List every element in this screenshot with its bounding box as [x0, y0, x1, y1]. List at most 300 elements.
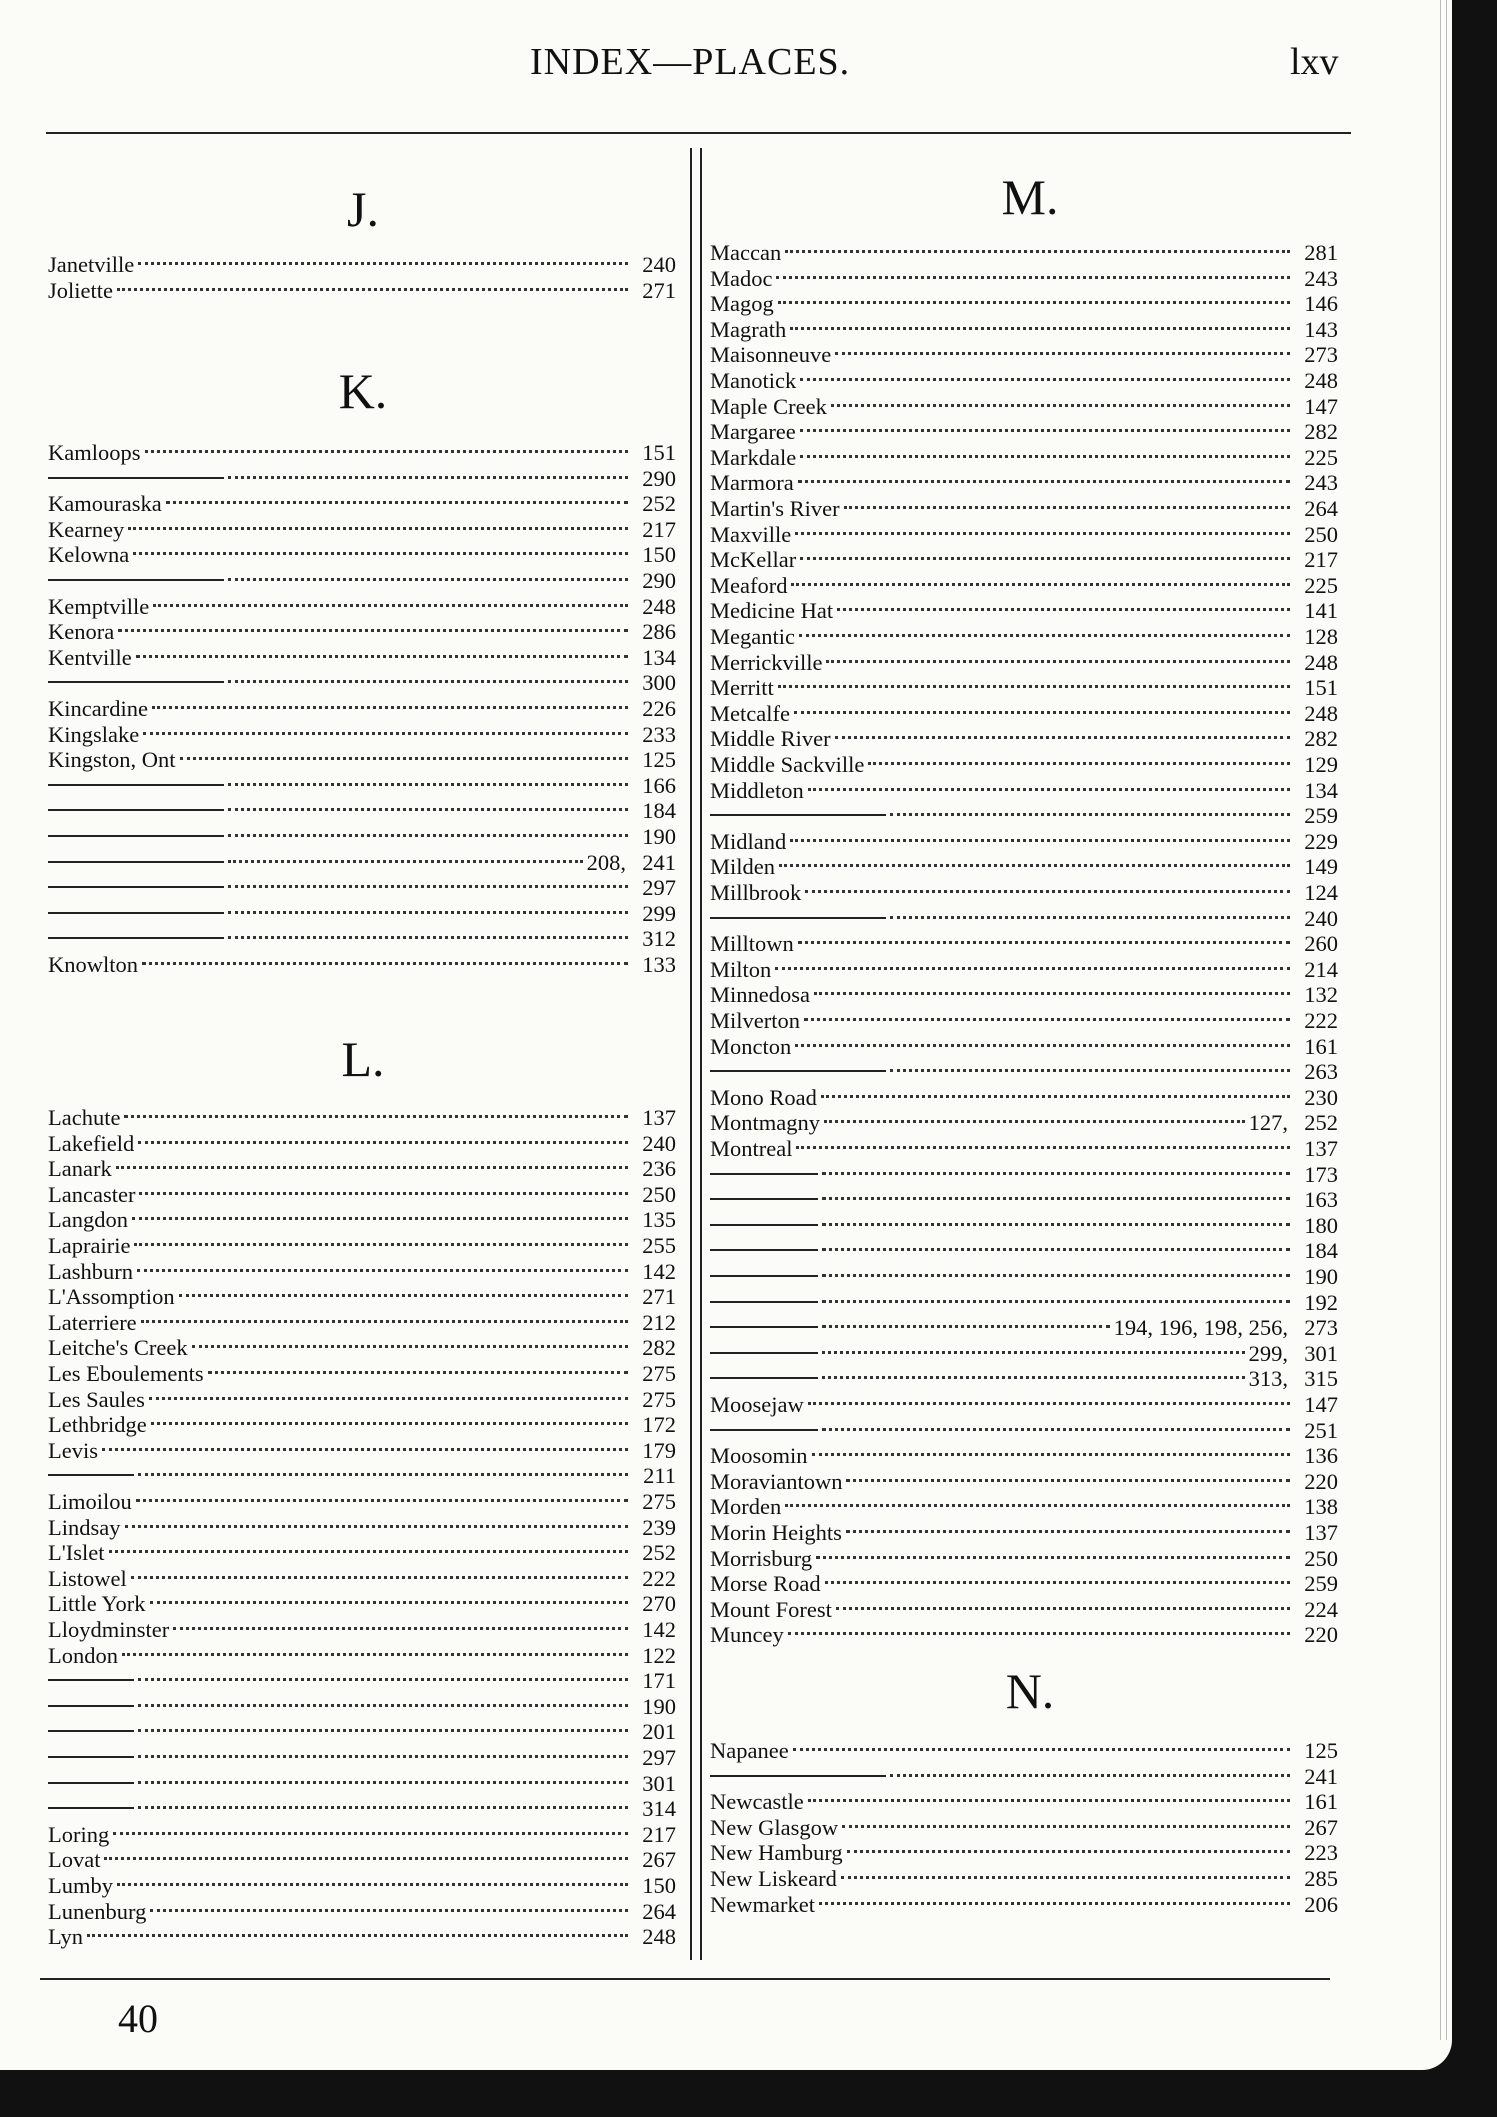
- index-entry: [710, 1418, 1338, 1444]
- index-entry: [710, 240, 1338, 266]
- entry-place-name: Middle River: [710, 726, 831, 752]
- dot-leader: [778, 301, 1290, 304]
- dot-leader: [228, 885, 628, 888]
- index-entry: [710, 1738, 1338, 1764]
- dot-leader: [800, 429, 1290, 432]
- dot-leader: [228, 860, 583, 863]
- entry-page-number: 184: [1304, 1238, 1338, 1264]
- dot-leader: [835, 352, 1290, 355]
- entry-page-number: 149: [1304, 854, 1338, 880]
- ditto-dash: [48, 1705, 134, 1707]
- dot-leader: [228, 578, 628, 581]
- entry-page-number: 138: [1304, 1494, 1338, 1520]
- dot-leader: [819, 1902, 1290, 1905]
- entry-place-name: New Liskeard: [710, 1866, 837, 1891]
- entry-place-name: Millbrook: [710, 880, 802, 905]
- index-entry: [710, 1290, 1338, 1316]
- dot-leader: [138, 1678, 628, 1681]
- entry-page-number: 271: [642, 277, 676, 303]
- dot-leader: [798, 480, 1290, 483]
- entry-place-name: Janetville: [48, 252, 135, 277]
- index-entry: [48, 1310, 676, 1336]
- entry-page-number: 282: [1304, 726, 1338, 752]
- ditto-dash: [48, 912, 224, 914]
- dot-leader: [825, 1581, 1290, 1584]
- index-entry: [48, 278, 676, 304]
- index-entry: [710, 1764, 1338, 1790]
- dot-leader: [785, 250, 1290, 253]
- entry-page-number: 282: [642, 1335, 676, 1361]
- index-entry: [710, 522, 1338, 548]
- ditto-dash: [48, 1474, 134, 1476]
- entry-page-number: 147: [1304, 393, 1338, 419]
- ditto-dash: [48, 835, 224, 837]
- entry-place-name: Minnedosa: [710, 982, 810, 1008]
- dot-leader: [153, 604, 628, 607]
- entry-page-number: 150: [642, 542, 676, 568]
- dot-leader: [142, 962, 628, 965]
- section-letter: K.: [338, 363, 388, 419]
- entry-page-number: 135: [642, 1207, 676, 1233]
- entry-page-number: 220: [1304, 1468, 1338, 1494]
- entry-place-name: New Hamburg: [710, 1840, 843, 1866]
- entry-place-name: Listowel: [48, 1565, 127, 1591]
- index-entry: [48, 252, 676, 278]
- entry-page-number: 161: [1304, 1033, 1338, 1059]
- dot-leader: [846, 1479, 1290, 1482]
- entry-page-number: 214: [1304, 956, 1338, 982]
- entry-place-name: Les Saules: [48, 1386, 145, 1412]
- dot-leader: [145, 450, 629, 453]
- index-entry: [710, 470, 1338, 496]
- dot-leader: [166, 501, 628, 504]
- dot-leader: [117, 288, 628, 291]
- dot-leader: [822, 1325, 1110, 1328]
- entry-place-name: L'Assomption: [48, 1284, 175, 1310]
- ditto-dash: [48, 579, 224, 581]
- ditto-dash: [710, 1198, 818, 1200]
- index-entry: [48, 901, 676, 927]
- index-entry: [48, 1131, 676, 1157]
- entry-page-number: 286: [642, 619, 676, 645]
- entry-page-number: 314: [642, 1796, 676, 1822]
- index-entry: [710, 1443, 1338, 1469]
- dot-leader: [790, 839, 1290, 842]
- entry-page-number: 236: [642, 1156, 676, 1182]
- entry-place-name: Kincardine: [48, 696, 148, 721]
- dot-leader: [228, 834, 628, 837]
- entry-place-name: Middleton: [710, 777, 804, 803]
- index-entry: [710, 957, 1338, 983]
- index-entry: [710, 1238, 1338, 1264]
- index-entry: [48, 1156, 676, 1182]
- entry-place-name: Kentville: [48, 644, 132, 670]
- index-entry: [710, 598, 1338, 624]
- entry-page-number: 282: [1304, 419, 1338, 445]
- ditto-dash: [710, 1429, 818, 1431]
- entry-page-number: 206: [1304, 1891, 1338, 1917]
- index-entry: [710, 419, 1338, 445]
- dot-leader: [804, 1018, 1290, 1021]
- ditto-dash: [48, 886, 224, 888]
- index-entry: [710, 1059, 1338, 1085]
- dot-leader: [778, 685, 1290, 688]
- dot-leader: [136, 655, 628, 658]
- index-entry: [710, 1892, 1338, 1918]
- index-entry: [710, 291, 1338, 317]
- entry-place-name: Maisonneuve: [710, 342, 832, 368]
- index-entry: [710, 1008, 1338, 1034]
- index-entry: [48, 1361, 676, 1387]
- entry-page-number: 248: [1304, 368, 1338, 393]
- entry-place-name: Magrath: [710, 316, 787, 342]
- entry-place-name: Lethbridge: [48, 1412, 147, 1438]
- index-entry: [710, 1085, 1338, 1111]
- dot-leader: [790, 327, 1290, 330]
- entry-page-number: 299: [642, 900, 676, 926]
- entry-page-number: 151: [642, 440, 676, 465]
- index-entry: [48, 1566, 676, 1592]
- entry-page-number: 141: [1304, 598, 1338, 624]
- entry-page-number: 217: [642, 516, 676, 542]
- dot-leader: [138, 1473, 628, 1476]
- ditto-dash: [48, 477, 224, 479]
- index-entry: [48, 747, 676, 773]
- entry-page-number: 190: [1304, 1264, 1338, 1289]
- dot-leader: [808, 1402, 1290, 1405]
- dot-leader: [822, 1172, 1290, 1175]
- dot-leader: [138, 262, 628, 265]
- entry-page-number: 134: [642, 644, 676, 670]
- entry-place-name: Kemptville: [48, 593, 150, 619]
- dot-leader: [139, 1192, 628, 1195]
- entry-page-number: 226: [642, 696, 676, 721]
- dot-leader: [228, 680, 628, 683]
- index-entry: [710, 1520, 1338, 1546]
- index-entry: [48, 1207, 676, 1233]
- entry-place-name: Kenora: [48, 619, 115, 645]
- entry-place-name: Milton: [710, 956, 772, 982]
- entry-page-number: 243: [1304, 265, 1338, 291]
- entry-place-name: Meaford: [710, 572, 788, 598]
- entry-page-number: 290: [642, 465, 676, 491]
- index-entry: [48, 1617, 676, 1643]
- entry-place-name: Lunenburg: [48, 1898, 147, 1924]
- index-entry: [710, 394, 1338, 420]
- entry-place-name: Lovat: [48, 1847, 101, 1873]
- section-letter: J.: [347, 181, 379, 237]
- dot-leader: [104, 1857, 628, 1860]
- dot-leader: [794, 711, 1290, 714]
- index-entry: [48, 517, 676, 543]
- index-entry: [48, 952, 676, 978]
- entry-place-name: Levis: [48, 1437, 98, 1463]
- entry-place-name: Manotick: [710, 368, 797, 393]
- dot-leader: [821, 1095, 1290, 1098]
- entry-page-number: 301: [642, 1770, 676, 1796]
- entry-page-number: 259: [1304, 803, 1338, 829]
- entry-place-name: Kingston, Ont: [48, 747, 176, 773]
- index-entry: [710, 1494, 1338, 1520]
- entry-place-name: Loring: [48, 1821, 110, 1847]
- dot-leader: [890, 916, 1290, 919]
- entry-page-number: 275: [642, 1489, 676, 1514]
- dot-leader: [136, 1499, 628, 1502]
- entry-page-number: 134: [1304, 777, 1338, 803]
- dot-leader: [831, 404, 1290, 407]
- dot-leader: [138, 1781, 628, 1784]
- entry-page-number: 217: [642, 1821, 676, 1847]
- entry-page-number: 225: [1304, 444, 1338, 470]
- entry-place-name: Milden: [710, 854, 775, 880]
- index-entry: [710, 1546, 1338, 1572]
- entry-page-number: 263: [1304, 1059, 1338, 1085]
- entry-place-name: Kearney: [48, 516, 125, 542]
- entry-page-number: 290: [642, 568, 676, 593]
- footer-rule: [40, 1978, 1330, 1980]
- entry-page-number: 132: [1304, 982, 1338, 1008]
- dot-leader: [133, 552, 628, 555]
- entry-page-number: 222: [1304, 1008, 1338, 1033]
- dot-leader: [228, 808, 628, 811]
- entry-page-number: 190: [642, 1693, 676, 1719]
- entry-place-name: Montreal: [710, 1136, 793, 1161]
- dot-leader: [890, 813, 1290, 816]
- entry-page-number: 270: [642, 1591, 676, 1617]
- entry-page-number: 252: [642, 491, 676, 517]
- dot-leader: [824, 1120, 1245, 1123]
- entry-place-name: Kelowna: [48, 542, 130, 568]
- index-entry: [48, 1591, 676, 1617]
- entry-extra-pages: 208,: [586, 849, 626, 875]
- index-entry: [48, 1771, 676, 1797]
- entry-place-name: Knowlton: [48, 952, 138, 977]
- index-entry: [710, 1213, 1338, 1239]
- entry-place-name: Laprairie: [48, 1233, 131, 1258]
- entry-page-number: 146: [1304, 291, 1338, 317]
- dot-leader: [822, 1428, 1290, 1431]
- entry-page-number: 248: [1304, 649, 1338, 675]
- index-entry: [710, 1597, 1338, 1623]
- dot-leader: [138, 1704, 628, 1707]
- entry-page-number: 281: [1304, 240, 1338, 265]
- ditto-dash: [48, 809, 224, 811]
- section-letter: M.: [1001, 169, 1059, 225]
- index-entry: [48, 619, 676, 645]
- dot-leader: [132, 1217, 628, 1220]
- entry-place-name: Morin Heights: [710, 1520, 842, 1545]
- entry-page-number: 250: [1304, 1545, 1338, 1571]
- entry-page-number: 212: [642, 1309, 676, 1335]
- entry-place-name: Morden: [710, 1494, 782, 1520]
- entry-place-name: Margaree: [710, 419, 796, 445]
- index-entry: [48, 1668, 676, 1694]
- entry-place-name: Merrickville: [710, 649, 823, 675]
- entry-page-number: 248: [1304, 700, 1338, 726]
- dot-leader: [799, 634, 1290, 637]
- entry-place-name: Medicine Hat: [710, 598, 834, 624]
- index-entry: [710, 1866, 1338, 1892]
- index-entry: [48, 1284, 676, 1310]
- dot-leader: [143, 732, 628, 735]
- index-entry: [710, 1315, 1338, 1341]
- ditto-dash: [48, 681, 224, 683]
- index-entry: [48, 875, 676, 901]
- entry-page-number: 150: [642, 1873, 676, 1898]
- dot-leader: [138, 1806, 628, 1809]
- index-entry: [710, 342, 1338, 368]
- entry-place-name: Lancaster: [48, 1181, 136, 1207]
- dot-leader: [808, 788, 1290, 791]
- dot-leader: [841, 1876, 1290, 1879]
- entry-place-name: Lakefield: [48, 1130, 135, 1156]
- index-entry: [48, 1643, 676, 1669]
- dot-leader: [816, 1556, 1290, 1559]
- entry-place-name: Moosejaw: [710, 1392, 804, 1417]
- index-entry: [710, 496, 1338, 522]
- entry-place-name: Montmagny: [710, 1110, 820, 1136]
- index-entry: [710, 1469, 1338, 1495]
- index-entry: [48, 491, 676, 517]
- entry-place-name: Lashburn: [48, 1258, 133, 1284]
- entry-page-number: 142: [642, 1617, 676, 1642]
- index-entry: [48, 722, 676, 748]
- entry-page-number: 297: [642, 1745, 676, 1770]
- folio-number: 40: [118, 1996, 158, 2041]
- index-entry: [710, 1264, 1338, 1290]
- entry-page-number: 142: [642, 1258, 676, 1284]
- dot-leader: [208, 1371, 628, 1374]
- entry-page-number: 125: [1304, 1738, 1338, 1763]
- entry-page-number: 255: [642, 1233, 676, 1258]
- entry-page-number: 163: [1304, 1187, 1338, 1213]
- entry-place-name: Newcastle: [710, 1789, 804, 1815]
- entry-page-number: 137: [642, 1105, 676, 1130]
- index-entry: [48, 1387, 676, 1413]
- entry-place-name: McKellar: [710, 547, 797, 573]
- ditto-dash: [710, 1173, 818, 1175]
- section-letter: L.: [341, 1031, 385, 1087]
- dot-leader: [109, 1550, 628, 1553]
- entry-page-number: 179: [642, 1437, 676, 1463]
- dot-leader: [837, 608, 1290, 611]
- entry-page-number: 147: [1304, 1392, 1338, 1417]
- index-entry: [48, 645, 676, 671]
- dot-leader: [805, 890, 1290, 893]
- entry-page-number: 201: [642, 1719, 676, 1745]
- dot-leader: [846, 1530, 1290, 1533]
- entry-place-name: Kamouraska: [48, 491, 162, 517]
- entry-page-number: 211: [643, 1463, 676, 1489]
- entry-place-name: Midland: [710, 828, 787, 854]
- ditto-dash: [710, 1275, 818, 1277]
- dot-leader: [125, 1525, 629, 1528]
- entry-page-number: 273: [1304, 1315, 1338, 1341]
- index-entry: [48, 1899, 676, 1925]
- header-rule: [46, 132, 1351, 134]
- dot-leader: [179, 1294, 628, 1297]
- ditto-dash: [48, 1756, 134, 1758]
- entry-page-number: 260: [1304, 931, 1338, 957]
- dot-leader: [173, 1627, 628, 1630]
- dot-leader: [134, 1243, 628, 1246]
- entry-page-number: 297: [642, 875, 676, 901]
- entry-page-number: 224: [1304, 1596, 1338, 1622]
- index-entry: [48, 926, 676, 952]
- entry-page-number: 264: [1304, 496, 1338, 521]
- ditto-dash: [48, 784, 224, 786]
- entry-page-number: 229: [1304, 828, 1338, 854]
- entry-page-number: 250: [1304, 521, 1338, 547]
- entry-page-number: 184: [642, 798, 676, 824]
- ditto-dash: [48, 1679, 134, 1681]
- entry-page-number: 180: [1304, 1212, 1338, 1238]
- dot-leader: [814, 992, 1290, 995]
- entry-place-name: Maple Creek: [710, 393, 827, 419]
- index-entry: [48, 773, 676, 799]
- dot-leader: [890, 1774, 1290, 1777]
- index-entry: [48, 1822, 676, 1848]
- entry-page-number: 252: [1304, 1110, 1338, 1136]
- dot-leader: [812, 1453, 1290, 1456]
- ditto-dash: [710, 1775, 886, 1777]
- entry-page-number: 233: [642, 721, 676, 747]
- entry-place-name: Mount Forest: [710, 1596, 832, 1622]
- entry-page-number: 275: [642, 1361, 676, 1386]
- dot-leader: [775, 967, 1290, 970]
- entry-place-name: L'Islet: [48, 1540, 105, 1566]
- entry-page-number: 166: [642, 772, 676, 798]
- dot-leader: [822, 1223, 1290, 1226]
- entry-page-number: 300: [642, 670, 676, 696]
- dot-leader: [842, 1825, 1290, 1828]
- index-entry: [710, 1392, 1338, 1418]
- entry-place-name: Maxville: [710, 521, 792, 547]
- index-entry: [710, 752, 1338, 778]
- ditto-dash: [710, 1249, 818, 1251]
- ditto-dash: [48, 1782, 134, 1784]
- entry-page-number: 190: [642, 824, 676, 849]
- entry-place-name: Milverton: [710, 1008, 800, 1033]
- entry-place-name: Napanee: [710, 1738, 789, 1763]
- ditto-dash: [710, 1377, 818, 1379]
- dot-leader: [844, 506, 1290, 509]
- entry-page-number: 315: [1304, 1366, 1338, 1392]
- page-title: INDEX—PLACES.: [530, 41, 851, 83]
- dot-leader: [795, 532, 1290, 535]
- index-entry: [48, 1259, 676, 1285]
- dot-leader: [800, 378, 1290, 381]
- dot-leader: [122, 1653, 628, 1656]
- entry-page-number: 129: [1304, 752, 1338, 777]
- entry-page-number: 267: [1304, 1814, 1338, 1840]
- entry-page-number: 137: [1304, 1520, 1338, 1545]
- entry-place-name: Megantic: [710, 624, 795, 649]
- entry-place-name: Lanark: [48, 1156, 112, 1182]
- index-entry: [48, 824, 676, 850]
- dot-leader: [836, 1607, 1290, 1610]
- entry-place-name: Morrisburg: [710, 1545, 813, 1571]
- dot-leader: [151, 1422, 628, 1425]
- entry-page-number: 275: [642, 1386, 676, 1412]
- dot-leader: [822, 1376, 1245, 1379]
- dot-leader: [131, 1576, 628, 1579]
- entry-page-number: 259: [1304, 1571, 1338, 1597]
- entry-page-number: 241: [642, 849, 676, 875]
- entry-place-name: New Glasgow: [710, 1814, 839, 1840]
- index-entry: [48, 440, 676, 466]
- index-entry: [710, 1571, 1338, 1597]
